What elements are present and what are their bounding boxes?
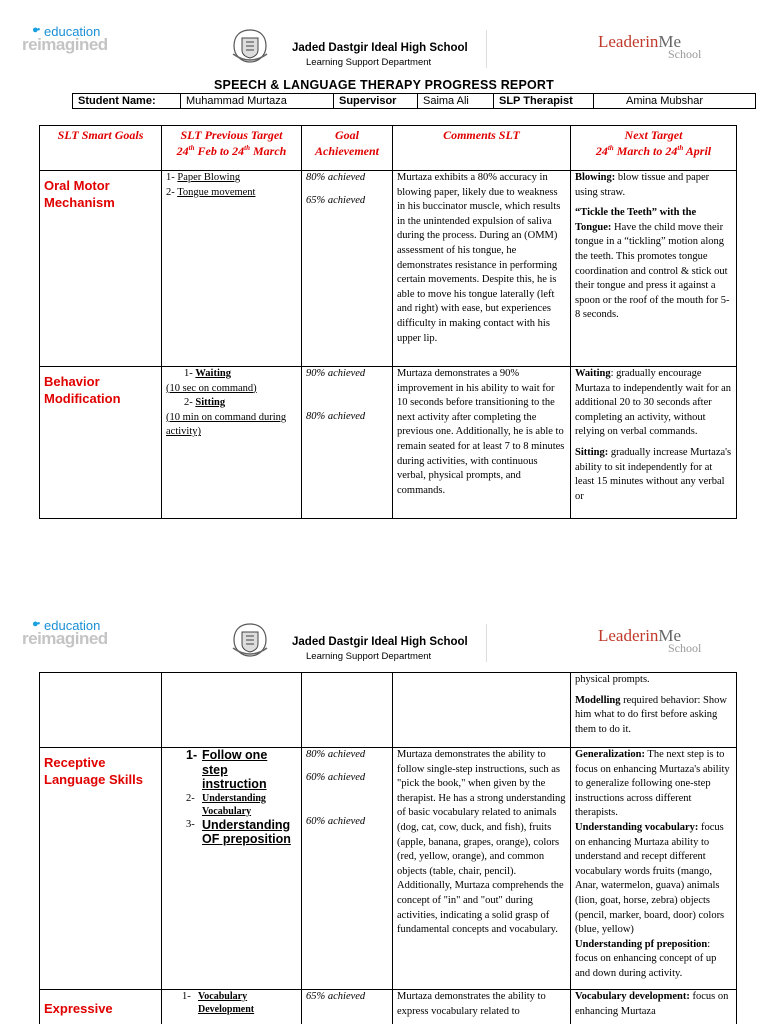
progress-table-page-1 [39, 125, 737, 519]
comment-cell: Murtaza demonstrates the ability to follow single-step instructions, such as "pick the book," when given by the therapist. He has a strong understanding of basic vocabulary related to animals (dog, cat, cow, duck, and fish), fruits (apple, banana, grapes, orange), colors (red, yellow, orange), and common objects (table, chair, pencil). Additionally, Murtaza comprehends the concept of "in" and "out" during activities, indicating a solid grasp of fundamental concepts and vocabulary. [393, 748, 571, 990]
achievement-value: 60% achieved [306, 816, 366, 828]
target-item: 2- Understanding Vocabulary [186, 792, 266, 817]
therapist-value: Amina Mubshar [626, 95, 704, 107]
comment-cell: Murtaza demonstrates a 90% improvement in his ability to wait for 10 seconds before transitioning to the next activity after completing the previous one. Additionally, he is able to remain seated for at least 7 to 8 minutes during activities, with continuous verbal, physical prompts, and commands. [393, 367, 571, 519]
logo-text-in: in [645, 32, 659, 51]
dots-icon: ●• [32, 618, 39, 630]
achievement-value: 60% achieved [306, 771, 366, 783]
leader-in-me-logo [598, 32, 728, 64]
header-comments: Comments SLT [393, 126, 571, 171]
target-item: 2- Tongue movement [166, 186, 256, 198]
empty-cell [162, 673, 302, 748]
logo-text-reimagined: reimagined [22, 629, 108, 648]
target-detail: (10 min on command during activity) [166, 411, 287, 438]
previous-target-cell [162, 171, 302, 367]
logo-text-education: education [44, 24, 101, 39]
school-name: Jaded Dastgir Ideal High School [292, 636, 468, 648]
logo-text-school: School [668, 641, 702, 655]
header-next-target: Next Target 24th March to 24th April [571, 126, 737, 171]
header-divider [486, 30, 487, 68]
achievement-value: 90% achieved [306, 368, 366, 379]
dots-icon: ●• [32, 24, 39, 36]
goal-oral-motor: Oral Motor Mechanism [40, 171, 162, 367]
education-reimagined-logo [22, 24, 122, 56]
progress-table-page-2 [39, 672, 737, 1024]
table-row [40, 367, 737, 519]
target-item: 1- Vocabulary Development [182, 991, 255, 1015]
logo-text-reimagined: reimagined [22, 35, 108, 54]
achievement-cell [302, 367, 393, 519]
logo-text-school: School [668, 47, 702, 61]
next-target-cell: Waiting: gradually encourage Murtaza to independently wait for an additional 20 to 30 seconds after completing an activity, without relying on verbal commands. Sitting: gradually increase Murtaza's ability to sit independently for at least 15 minutes without any verbal or [571, 367, 737, 519]
goal-receptive-language: Receptive Language Skills [40, 748, 162, 990]
previous-target-cell [162, 748, 302, 990]
empty-cell [302, 673, 393, 748]
leader-in-me-logo [598, 626, 728, 658]
therapist-label: SLP Therapist [494, 94, 594, 108]
target-item: 1- Follow one step instruction [186, 748, 268, 791]
achievement-value: 80% achieved [306, 410, 366, 422]
next-target-cell: Vocabulary development: focus on enhancing Murtaza [571, 990, 737, 1024]
table-row [40, 673, 737, 748]
department-name: Learning Support Department [306, 651, 432, 662]
logo-text-me: Me [658, 32, 682, 51]
goal-behavior-modification: Behavior Modification [40, 367, 162, 519]
student-info-row [72, 93, 756, 109]
supervisor-value: Saima Ali [418, 94, 494, 108]
logo-text-education: education [44, 618, 101, 633]
target-detail: (10 sec on command) [166, 382, 257, 394]
report-page-2 [0, 610, 768, 1024]
header-divider [486, 624, 487, 662]
table-row [40, 748, 737, 990]
logo-text-leader: Leader [598, 32, 646, 51]
achievement-cell [302, 990, 393, 1024]
page-header [0, 0, 768, 70]
supervisor-label: Supervisor [334, 94, 418, 108]
header-goals: SLT Smart Goals [40, 126, 162, 171]
achievement-value: 80% achieved [306, 172, 366, 183]
header-goal-achievement: Goal Achievement [302, 126, 393, 171]
comment-cell: Murtaza demonstrates the ability to express vocabulary related to [393, 990, 571, 1024]
department-name: Learning Support Department [306, 57, 432, 68]
target-item: 1- Waiting [184, 368, 231, 379]
education-reimagined-logo [22, 618, 122, 650]
target-item: 2- Sitting [184, 397, 226, 409]
achievement-value: 65% achieved [306, 194, 366, 206]
header-previous-target: SLT Previous Target 24th Feb to 24th March [162, 126, 302, 171]
student-name-label: Student Name: [73, 94, 181, 108]
report-title: SPEECH & LANGUAGE THERAPY PROGRESS REPORT [214, 78, 554, 92]
student-name-value: Muhammad Murtaza [181, 94, 334, 108]
empty-cell [40, 673, 162, 748]
next-target-cell: Blowing: blow tissue and paper using straw. “Tickle the Teeth” with the Tongue: Have the child move their tongue in a “tickling” motion along the teeth. This promotes tongue coordination and control & stick out their tongue and press it against a spoon or the roof of the mouth for 5-8 seconds. [571, 171, 737, 367]
target-item: 3- Understanding OF preposition [186, 817, 291, 846]
table-row [40, 990, 737, 1024]
achievement-value: 80% achieved [306, 749, 366, 760]
school-name: Jaded Dastgir Ideal High School [292, 42, 468, 54]
achievement-cell [302, 171, 393, 367]
table-row [40, 171, 737, 367]
logo-text-in: in [645, 626, 659, 645]
previous-target-cell [162, 367, 302, 519]
next-target-cell: Generalization: The next step is to focus on enhancing Murtaza's ability to generalize following one-step instructions across different therapists. Understanding vocabulary: focus on enhancing Murtaza ability to understand and recept different vocabulary words fruits (mango, Anar, watermelon, guava) animals (lion, goat, horse, zebra) objects (pencil, marker, board, door) colors (blue, yellow) Understanding pf preposition: focus on enhancing concept of up and down during activity. [571, 748, 737, 990]
page-header [0, 610, 768, 680]
goal-expressive-language: Expressive [40, 990, 162, 1024]
school-crest-icon [230, 28, 270, 64]
school-crest-icon [230, 622, 270, 658]
logo-text-me: Me [658, 626, 682, 645]
next-target-cell: physical prompts. Modelling required behavior: Show him what to do first before asking them to do it. [571, 673, 737, 748]
empty-cell [393, 673, 571, 748]
logo-text-leader: Leader [598, 626, 646, 645]
achievement-cell [302, 748, 393, 990]
achievement-value: 65% achieved [306, 991, 366, 1002]
previous-target-cell [162, 990, 302, 1024]
comment-cell: Murtaza exhibits a 80% accuracy in blowing paper, likely due to weakness in his buccinator muscle, which results in the unintended expulsion of saliva during the process. During an (OMM) assessment of his tongue, he demonstrates resistance in performing certain movements. Despite this, he is able to move his tongue laterally (left and right) with ease, but experiences difficulty in making contact with his upper lip. [393, 171, 571, 367]
table-header-row [40, 126, 737, 171]
target-item: 1- Paper Blowing [166, 172, 241, 183]
